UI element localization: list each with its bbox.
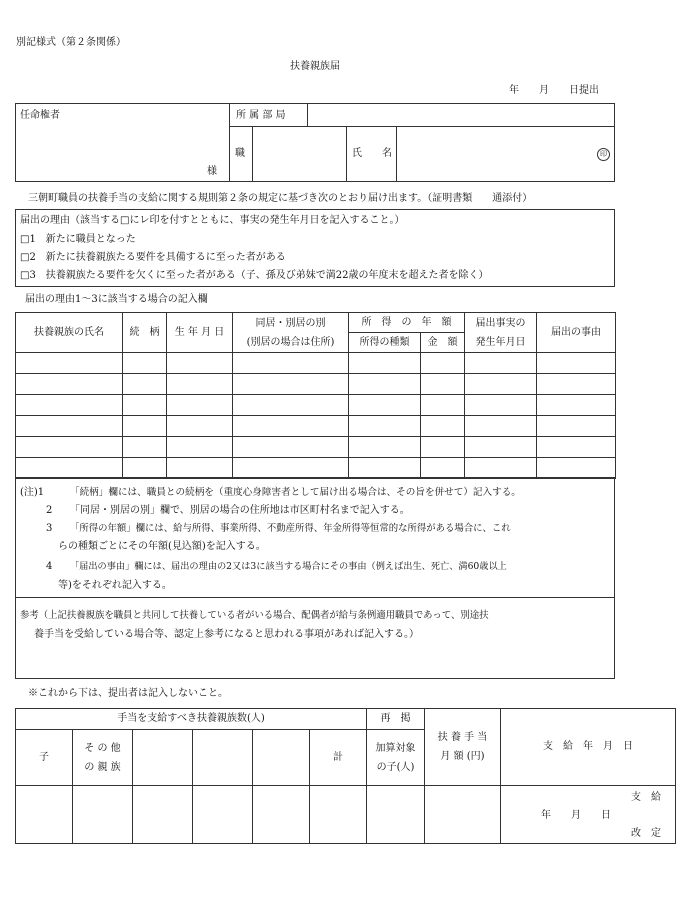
shimei-label: 氏 名 xyxy=(352,148,392,159)
cell[interactable] xyxy=(537,458,616,479)
cell[interactable] xyxy=(537,416,616,437)
cell[interactable] xyxy=(349,353,421,374)
cell[interactable] xyxy=(367,786,425,844)
table-row xyxy=(16,458,616,479)
cell[interactable] xyxy=(233,395,349,416)
add-line-1: 加算対象 xyxy=(375,742,416,754)
form-label: 別記様式（第２条関係） xyxy=(16,37,126,48)
cell[interactable] xyxy=(233,437,349,458)
col-name-header: 扶養親族の氏名 xyxy=(16,313,123,353)
page-title: 扶養親族届 xyxy=(290,61,340,72)
cell[interactable] xyxy=(421,353,465,374)
dept-label: 所 属 部 局 xyxy=(236,110,286,121)
cell[interactable] xyxy=(425,786,501,844)
cell[interactable] xyxy=(123,437,167,458)
col-income-type-header: 所得の種類 xyxy=(349,333,421,353)
shimei-divider xyxy=(396,126,397,182)
shoku-divider-b xyxy=(346,126,347,182)
col-relation-header: 続 柄 xyxy=(123,313,167,353)
cell[interactable] xyxy=(16,437,123,458)
cell[interactable] xyxy=(123,416,167,437)
table-row xyxy=(16,374,616,395)
cohab-line-2: (別居の場合は住所) xyxy=(246,336,335,348)
dependents-table xyxy=(15,312,616,479)
cell[interactable] xyxy=(167,416,233,437)
cell[interactable] xyxy=(421,458,465,479)
cell[interactable] xyxy=(73,786,133,844)
cell[interactable] xyxy=(537,374,616,395)
cell[interactable] xyxy=(465,374,537,395)
cell[interactable] xyxy=(16,353,123,374)
reference-line-1: 参考（上記扶養親族を職員と共同して扶養している者がいる場合、配偶者が給与条例適用職員であって、別途扶 xyxy=(20,610,489,621)
child-header: 子 xyxy=(16,730,73,786)
table-row xyxy=(16,353,616,374)
reason-item-1: □1 新たに職員となった xyxy=(20,234,136,245)
reason-item-3: □3 扶養親族たる要件を欠くに至った者がある（子、孫及び弟妹で満22歳の年度末を超えた者を除く） xyxy=(20,270,489,281)
col-fact-header xyxy=(465,313,537,353)
other-relatives-header xyxy=(73,730,133,786)
table-row xyxy=(16,786,676,844)
cell[interactable] xyxy=(310,786,367,844)
cell[interactable] xyxy=(233,458,349,479)
shoku-label: 職 xyxy=(235,148,245,159)
office-note: ※これから下は、提出者は記入しないこと。 xyxy=(28,688,228,699)
requester-box xyxy=(15,103,615,182)
cell[interactable] xyxy=(193,786,253,844)
cell[interactable] xyxy=(123,353,167,374)
cell[interactable] xyxy=(349,395,421,416)
note-4a: 「届出の事由」欄には、届出の理由の2又は3に該当する場合にその事由（例えば出生、死亡、満60歳以上 xyxy=(70,561,507,572)
note-3-num: 3 xyxy=(46,523,53,534)
cell[interactable] xyxy=(167,353,233,374)
submission-date: 年 月 日提出 xyxy=(509,85,599,96)
cell[interactable] xyxy=(16,458,123,479)
cell[interactable] xyxy=(167,395,233,416)
cell[interactable] xyxy=(16,416,123,437)
paydate-header: 支 給 年 月 日 xyxy=(501,709,676,786)
cell[interactable] xyxy=(133,786,193,844)
cell[interactable] xyxy=(537,437,616,458)
cell[interactable] xyxy=(537,395,616,416)
table-caption: 届出の理由1～3に該当する場合の記入欄 xyxy=(25,294,208,305)
col-amount-header: 金 額 xyxy=(421,333,465,353)
note-3b: らの種類ごとにその年額(見込額)を記入する。 xyxy=(58,541,266,552)
note-4-num: 4 xyxy=(46,561,53,572)
col-reason-header: 届出の事由 xyxy=(537,313,616,353)
table-row xyxy=(16,395,616,416)
reason-item-2: □2 新たに扶養親族たる要件を具備するに至った者がある xyxy=(20,252,286,263)
other-line-1: そ の 他 xyxy=(84,742,121,754)
cell[interactable] xyxy=(421,395,465,416)
col-birth-header: 生 年 月 日 xyxy=(167,313,233,353)
saikei-header: 再 掲 xyxy=(367,709,425,730)
table-row xyxy=(16,437,616,458)
note-3a: 「所得の年額」欄には、給与所得、事業所得、不動産所得、年金所得等恒常的な所得がある場合に、これ xyxy=(70,523,511,534)
fact-line-2: 発生年月日 xyxy=(475,336,526,348)
cell[interactable] xyxy=(349,458,421,479)
add-line-2: の子(人) xyxy=(376,761,415,773)
blank-header xyxy=(193,730,253,786)
cell[interactable] xyxy=(349,374,421,395)
office-table xyxy=(15,708,676,844)
cell[interactable] xyxy=(123,374,167,395)
cell[interactable] xyxy=(349,416,421,437)
monthly-header xyxy=(425,709,501,786)
blank-header xyxy=(133,730,193,786)
cell[interactable] xyxy=(167,374,233,395)
table-row xyxy=(16,416,616,437)
cell[interactable] xyxy=(421,374,465,395)
cell[interactable] xyxy=(123,395,167,416)
cell[interactable] xyxy=(167,437,233,458)
requester-hline xyxy=(229,126,615,127)
cell[interactable] xyxy=(421,437,465,458)
kaitei-label: 改 定 xyxy=(631,828,662,839)
reason-heading: 届出の理由（該当する□にレ印を付すとともに、事実の発生年月日を記入すること。） xyxy=(20,215,405,226)
cell[interactable] xyxy=(123,458,167,479)
cohab-line-1: 同居・別居の別 xyxy=(255,317,326,329)
note-2-num: 2 xyxy=(46,505,53,516)
cell[interactable] xyxy=(233,416,349,437)
appointer-label: 任命権者 xyxy=(20,110,60,121)
shikyu-label: 支 給 xyxy=(631,792,662,803)
note-4b: 等)をそれぞれ記入する。 xyxy=(58,580,172,591)
cell[interactable] xyxy=(465,395,537,416)
cell[interactable] xyxy=(421,416,465,437)
ymd-label: 年 月 日 xyxy=(541,810,612,821)
cell[interactable] xyxy=(16,374,123,395)
monthly-line-1: 扶 養 手 当 xyxy=(437,732,488,743)
cell[interactable] xyxy=(253,786,310,844)
dept-divider xyxy=(307,103,308,126)
paydate-cell[interactable] xyxy=(501,786,676,844)
cell[interactable] xyxy=(167,458,233,479)
statement-text: 三朝町職員の扶養手当の支給に関する規則第２条の規定に基づき次のとおり届け出ます。（証明書類 通添付） xyxy=(28,193,533,204)
note-label: (注)1 xyxy=(20,487,45,498)
count-header: 手当を支給すべき扶養親族数(人) xyxy=(16,709,367,730)
note-2: 「同居・別居の別」欄で、別居の場合の住所地は市区町村名まで記入する。 xyxy=(70,505,410,516)
cell[interactable] xyxy=(465,416,537,437)
other-line-2: の 親 族 xyxy=(84,761,121,773)
sama-label: 様 xyxy=(207,166,217,177)
col-cohab-header xyxy=(233,313,349,353)
cell[interactable] xyxy=(465,353,537,374)
blank-header xyxy=(253,730,310,786)
cell[interactable] xyxy=(465,458,537,479)
total-header: 計 xyxy=(310,730,367,786)
seal-mark: 印 xyxy=(597,148,610,161)
add-child-header xyxy=(367,730,425,786)
cell[interactable] xyxy=(349,437,421,458)
cell[interactable] xyxy=(233,374,349,395)
cell[interactable] xyxy=(465,437,537,458)
cell[interactable] xyxy=(16,395,123,416)
reference-line-2: 養手当を受給している場合等、認定上参考になると思われる事項があれば記入する。） xyxy=(34,629,419,640)
cell[interactable] xyxy=(16,786,73,844)
fact-line-1: 届出事実の xyxy=(475,317,526,329)
note-1: 「続柄」欄には、職員との続柄を（重度心身障害者として届け出る場合は、その旨を併せて）記入する。 xyxy=(70,487,521,498)
monthly-line-2: 月 額 (円) xyxy=(440,751,485,762)
col-income-header: 所 得 の 年 額 xyxy=(349,313,465,333)
cell[interactable] xyxy=(233,353,349,374)
cell[interactable] xyxy=(537,353,616,374)
shoku-divider-a xyxy=(252,126,253,182)
requester-divider xyxy=(229,103,230,182)
